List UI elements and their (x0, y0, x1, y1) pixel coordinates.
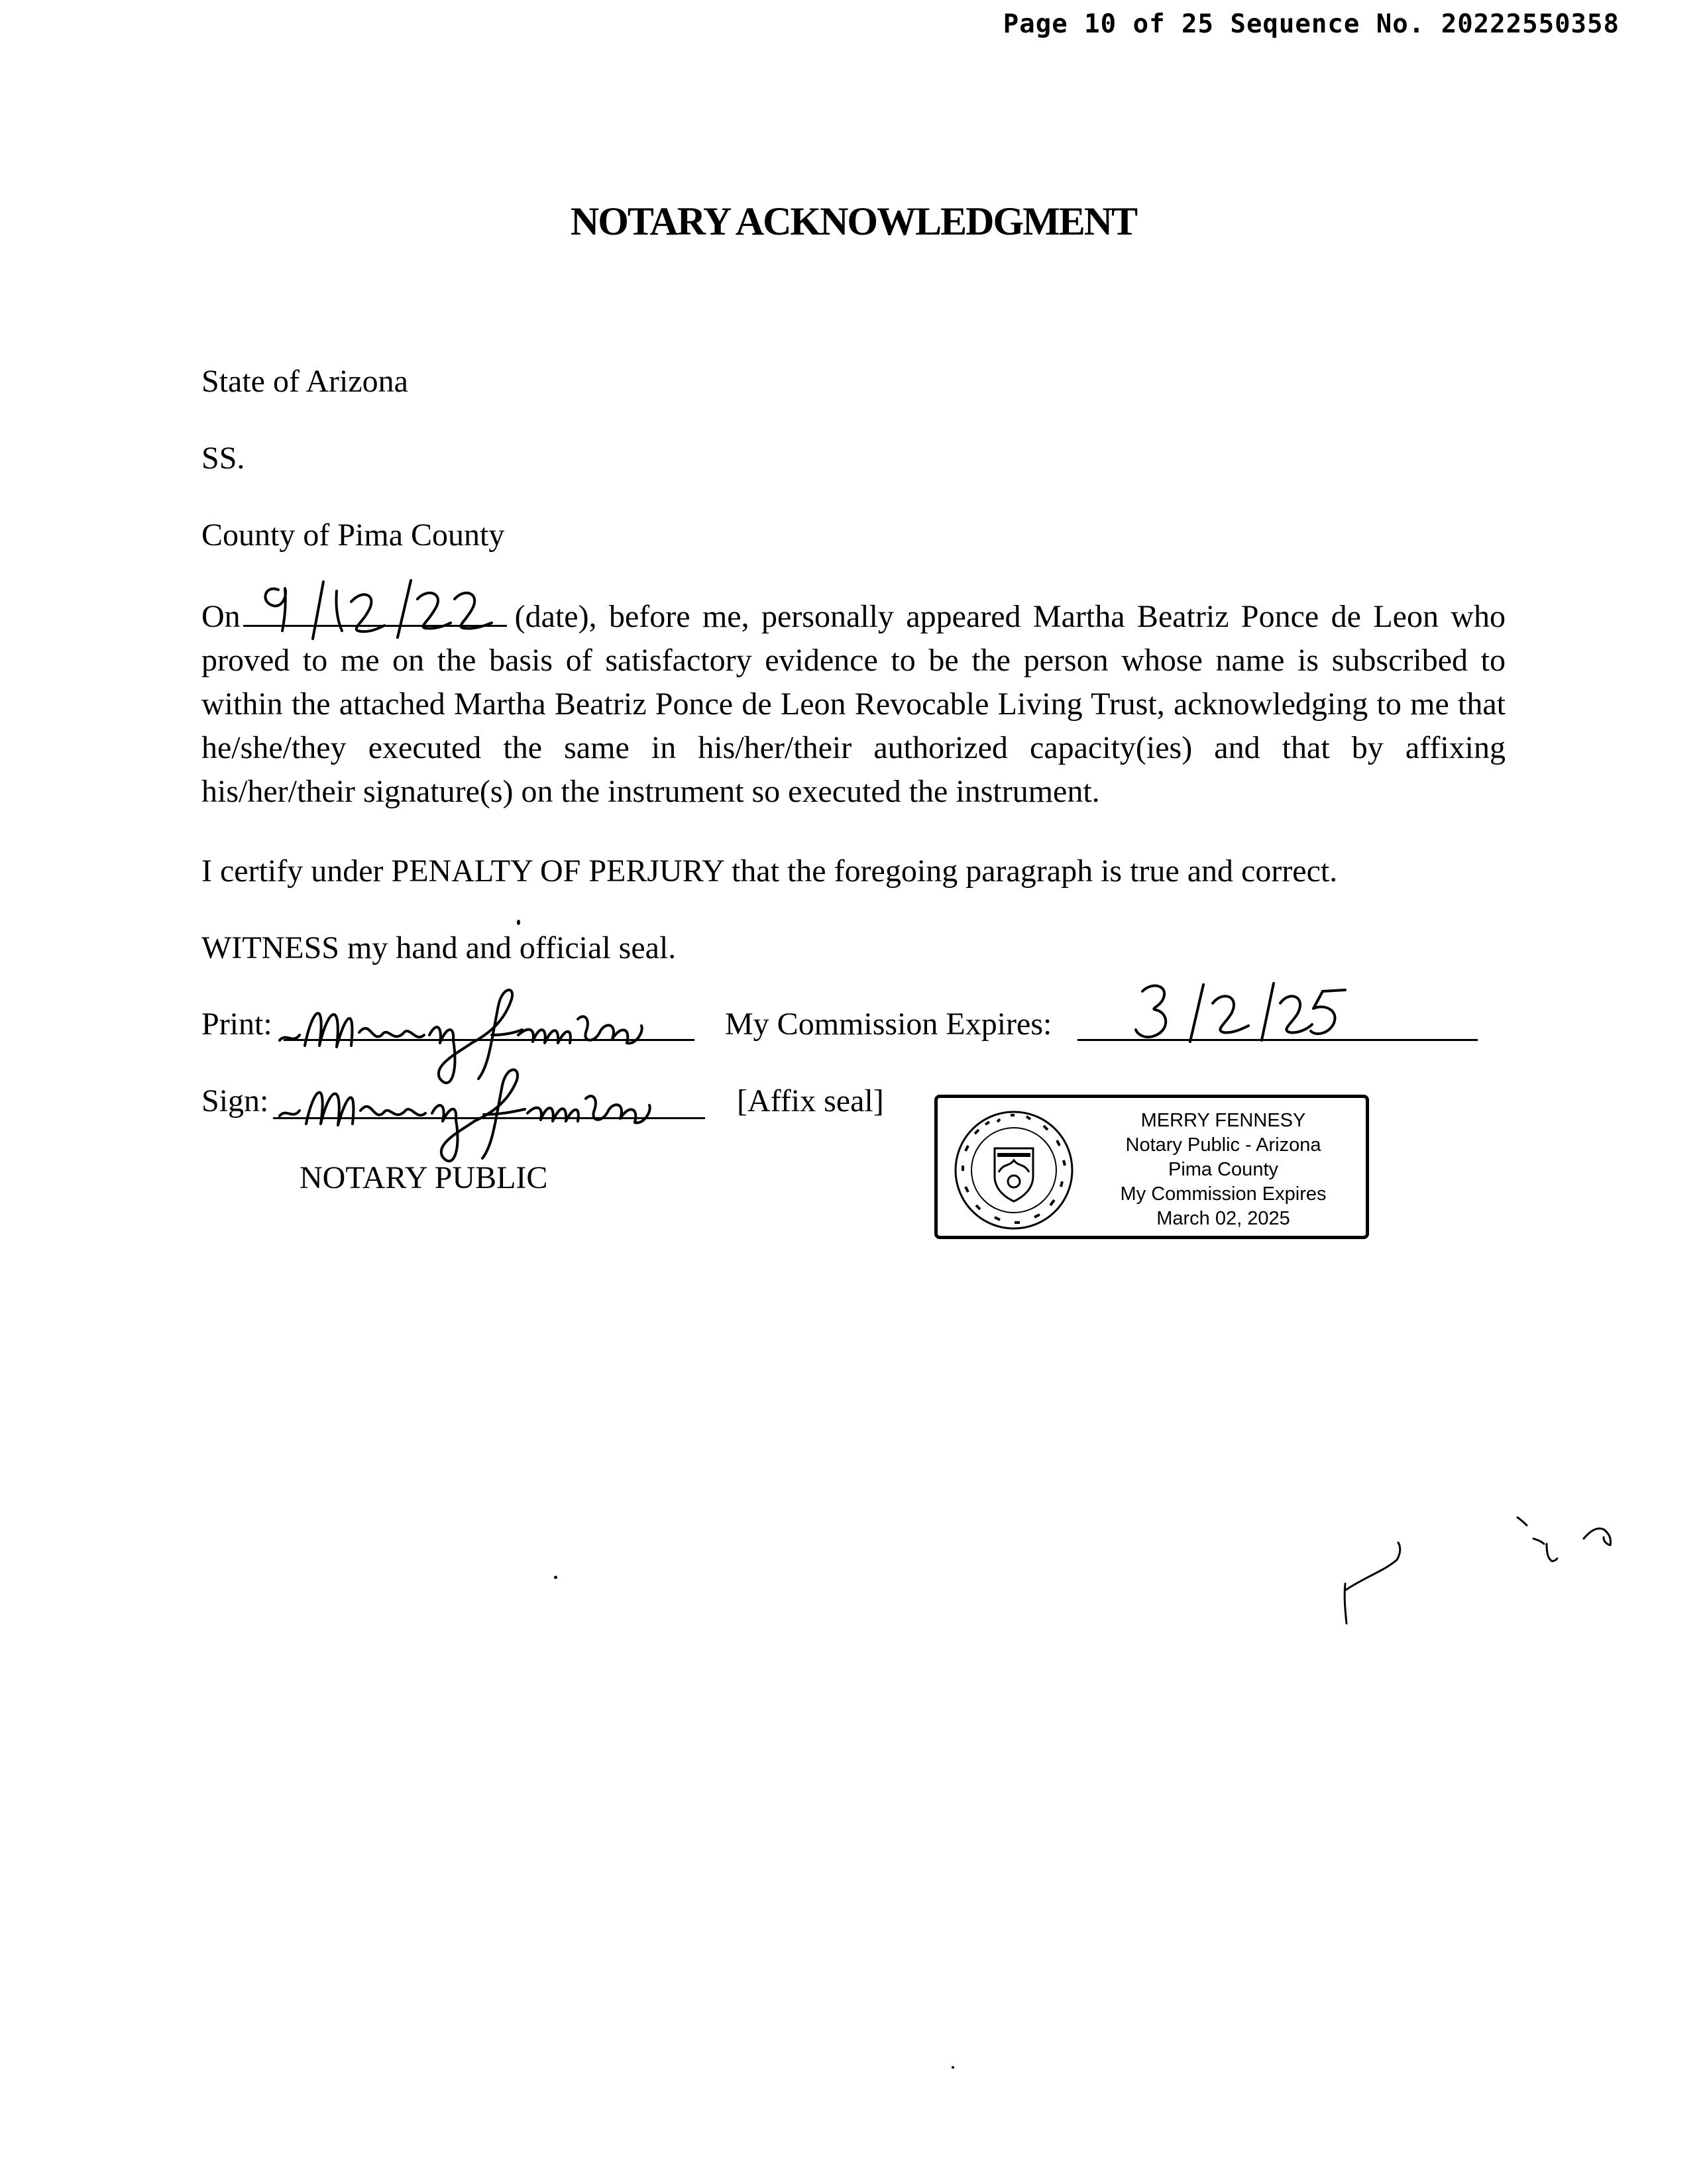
scan-speck (952, 2066, 954, 2069)
print-label: Print: (201, 1007, 272, 1042)
stamp-text-block (1087, 1109, 1359, 1231)
ss-line: SS. (201, 441, 245, 476)
para-body-text: (date), before me, personally appeared Martha Beatriz Ponce de Leon who proved to me on the basis of satisfactory evidence to be the person whose name is subscribed to within the attached Martha Beatriz Ponce de Leon Revocable Living Trust, acknowledging to me that he/she/they executed the same in his/her/their authorized capacity(ies) and that by affixing his/her/their signature(s) on the instrument so executed the instrument. (201, 599, 1506, 809)
scan-speck (554, 1576, 557, 1579)
state-line: State of Arizona (201, 364, 408, 399)
stamp-commission-date: March 02, 2025 (1156, 1208, 1290, 1229)
scan-speck (517, 920, 520, 925)
stamp-county: Pima County (1168, 1159, 1278, 1180)
certify-line: I certify under PENALTY OF PERJURY that the foregoing paragraph is true and correct. (201, 853, 1338, 889)
arizona-state-seal-icon (951, 1107, 1077, 1233)
para-on-word: On (201, 599, 241, 634)
commission-label: My Commission Expires: (725, 1007, 1052, 1042)
stray-pen-marks (1319, 1498, 1650, 1703)
notary-public-label: NOTARY PUBLIC (300, 1160, 548, 1195)
county-line: County of Pima County (201, 518, 505, 553)
stamp-notary-title: Notary Public - Arizona (1125, 1134, 1321, 1156)
affix-seal-label: [Affix seal] (737, 1083, 884, 1119)
handwritten-date (252, 575, 517, 641)
sign-signature-handwriting (273, 1058, 710, 1170)
document-title: NOTARY ACKNOWLEDGMENT (570, 199, 1137, 243)
notary-stamp (934, 1095, 1369, 1239)
stamp-commission-label: My Commission Expires (1120, 1183, 1327, 1205)
handwritten-commission-date (1127, 974, 1352, 1047)
stamp-notary-name: MERRY FENNESY (1140, 1110, 1306, 1131)
page-sequence-header: Page 10 of 25 Sequence No. 20222550358 (1003, 9, 1620, 39)
sign-label: Sign: (201, 1083, 269, 1119)
witness-line: WITNESS my hand and official seal. (201, 930, 677, 965)
